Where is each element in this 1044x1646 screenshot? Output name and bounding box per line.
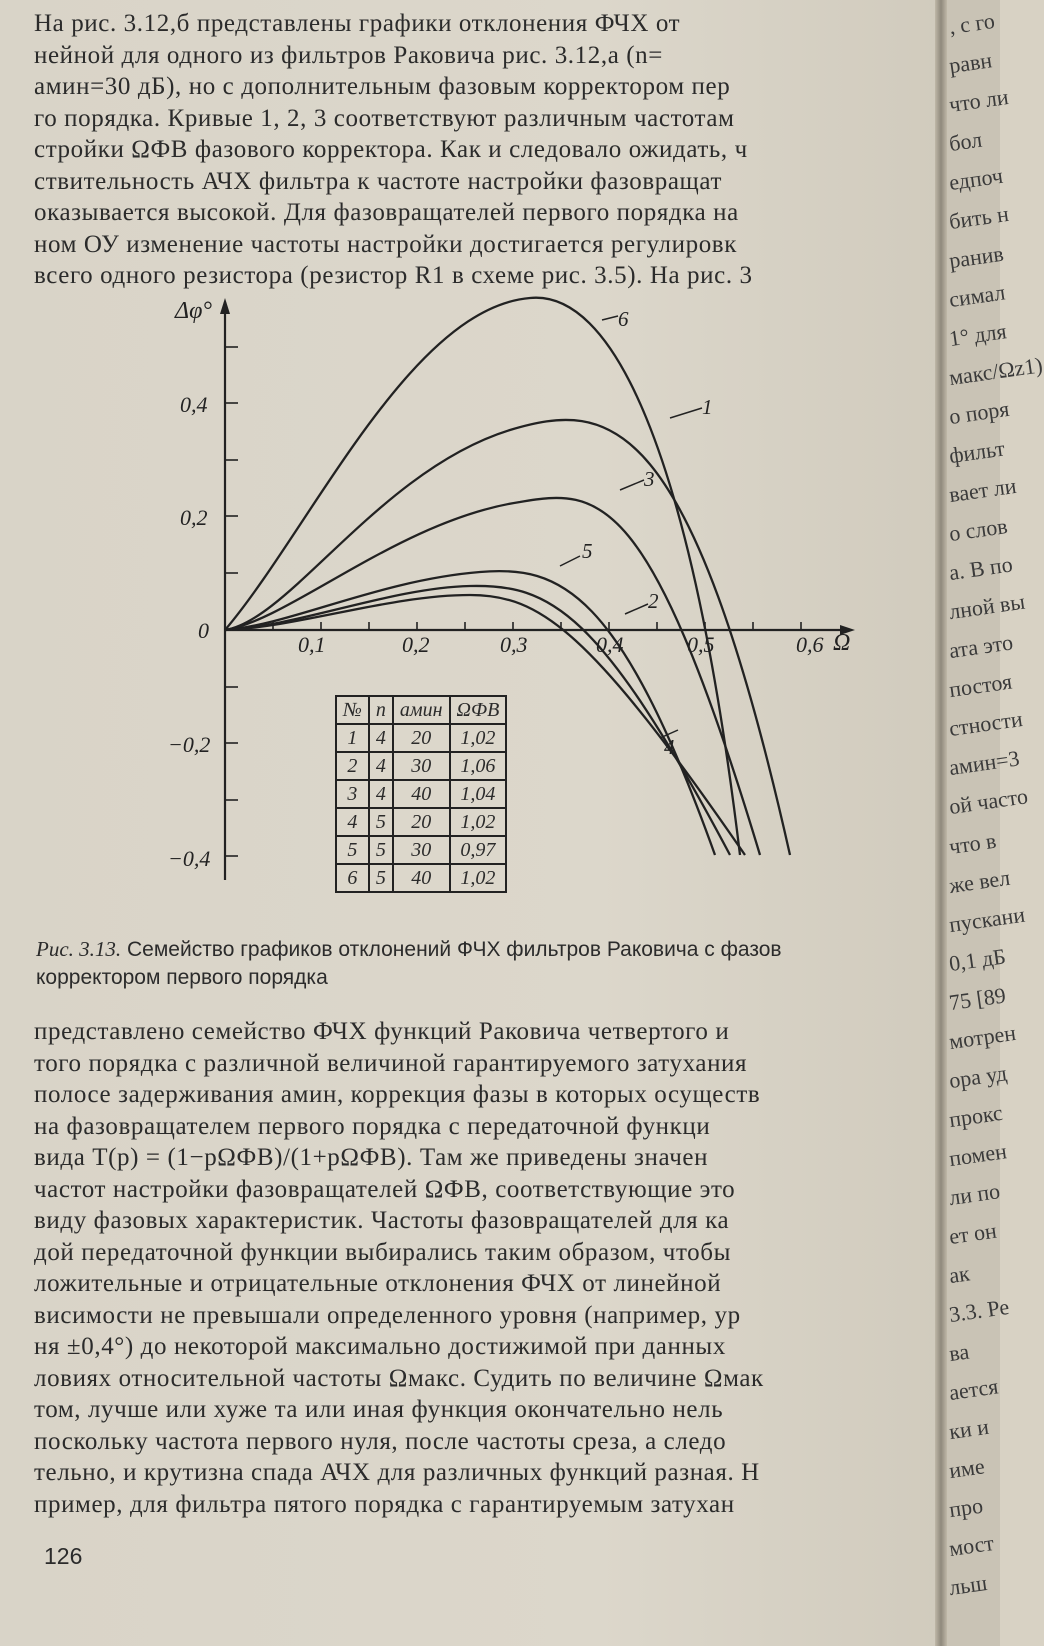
table-cell: 1 bbox=[336, 724, 369, 752]
adjacent-page-fragment: бить н bbox=[947, 201, 1011, 235]
caption-line-2: корректором первого порядка bbox=[36, 966, 328, 989]
text-line: ном ОУ изменение частоты настройки достигается регулировк bbox=[34, 230, 737, 258]
adjacent-page-fragment: име bbox=[947, 1453, 987, 1483]
text-line: го порядка. Кривые 1, 2, 3 соответствуют различным частотам bbox=[34, 104, 735, 132]
adjacent-page-fragment: постоя bbox=[947, 668, 1014, 703]
adjacent-page-fragment: ранив bbox=[947, 240, 1006, 274]
curves bbox=[225, 298, 790, 855]
table-cell: 2 bbox=[336, 752, 369, 780]
table-cell: 1,02 bbox=[450, 864, 507, 892]
adjacent-page-fragment: пускани bbox=[947, 901, 1027, 937]
x-tick-label: 0,2 bbox=[402, 632, 430, 657]
table-cell: 20 bbox=[393, 808, 450, 836]
adjacent-page-fragment: вает ли bbox=[947, 473, 1018, 508]
text-line: оказывается высокой. Для фазовращателей первого порядка на bbox=[34, 199, 739, 226]
text-line: всего одного резистора (резистор R1 в схеме рис. 3.5). На рис. 3 bbox=[34, 262, 753, 289]
x-ticks bbox=[273, 622, 801, 630]
adjacent-page-fragment: симал bbox=[947, 279, 1007, 313]
y-tick-label: 0,2 bbox=[180, 505, 208, 530]
x-tick-label: 0,1 bbox=[298, 632, 326, 657]
figure-phase-deviation bbox=[150, 290, 910, 930]
text-line: ня ±0,4°) до некоторой максимально достижимой при данных bbox=[34, 1333, 726, 1360]
table-cell: 30 bbox=[393, 836, 450, 864]
table-cell: 1,04 bbox=[450, 780, 507, 808]
page-number: 126 bbox=[44, 1543, 83, 1569]
curve-label-2: 2 bbox=[648, 589, 659, 613]
text-line: вида T(p) = (1−pΩФВ)/(1+pΩФВ). Там же приведены значен bbox=[34, 1144, 709, 1171]
table-cell: 5 bbox=[369, 808, 393, 836]
adjacent-page-fragment: про bbox=[947, 1492, 985, 1522]
figure-caption bbox=[36, 935, 936, 992]
text-line: нейной для одного из фильтров Раковича рис. 3.12,а (n= bbox=[34, 41, 663, 69]
curve-label-1: 1 bbox=[702, 395, 713, 419]
table-row bbox=[336, 724, 506, 752]
x-tick-label: 0,3 bbox=[500, 632, 528, 657]
caption-label: Рис. 3.13. bbox=[36, 937, 122, 961]
table-header: aмин bbox=[393, 696, 450, 724]
text-line: дой передаточной функции выбирались таким образом, чтобы bbox=[34, 1238, 731, 1266]
text-line: того порядка с различной величиной гарантируемого затухания bbox=[34, 1049, 748, 1077]
book-gutter bbox=[935, 0, 947, 1646]
table-cell: 0,97 bbox=[450, 836, 507, 864]
table-cell: 6 bbox=[336, 864, 369, 892]
table-cell: 30 bbox=[393, 752, 450, 780]
adjacent-page-fragment: фильт bbox=[947, 435, 1007, 469]
adjacent-page-fragment: 1° для bbox=[947, 318, 1008, 352]
table-cell: 1,06 bbox=[450, 752, 507, 780]
adjacent-page-fragment: льш bbox=[947, 1569, 989, 1601]
caption-line-1: Семейство графиков отклонений ФЧХ фильтров Раковича с фазов bbox=[127, 938, 782, 961]
adjacent-page-fragment: бол bbox=[947, 126, 984, 157]
adjacent-page-fragment: , с го bbox=[947, 7, 997, 40]
text-line: aмин=30 дБ), но с дополнительным фазовым корректором пер bbox=[34, 73, 731, 100]
text-line: висимости не превышали определенного уровня (например, ур bbox=[34, 1301, 741, 1329]
text-line: стройки ΩФВ фазового корректора. Как и следовало ожидать, ч bbox=[34, 136, 748, 163]
text-line: ложительные и отрицательные отклонения ФЧХ от линейной bbox=[34, 1270, 722, 1297]
adjacent-page-fragment: прокс bbox=[947, 1099, 1005, 1132]
table-cell: 40 bbox=[393, 780, 450, 808]
adjacent-page-fragment: ой часто bbox=[947, 783, 1030, 820]
table-cell: 1,02 bbox=[450, 724, 507, 752]
text-line: полосе задерживания aмин, коррекция фазы в которых осуществ bbox=[34, 1081, 761, 1108]
text-line: виду фазовых характеристик. Частоты фазовращателей для ка bbox=[34, 1207, 730, 1234]
adjacent-page-fragment: лной вы bbox=[947, 589, 1027, 625]
adjacent-page-fragment: ается bbox=[947, 1373, 1000, 1405]
adjacent-page-fragment: 75 [89 bbox=[947, 982, 1008, 1015]
adjacent-page-fragment: мотрен bbox=[947, 1019, 1018, 1054]
table-cell: 4 bbox=[369, 752, 393, 780]
table-cell: 5 bbox=[369, 864, 393, 892]
adjacent-page-fragment: что ли bbox=[947, 84, 1011, 118]
adjacent-page-edge bbox=[947, 0, 1044, 1646]
adjacent-page-fragment: aмин=3 bbox=[947, 745, 1021, 781]
adjacent-page-fragment: макс/Ωz1) bbox=[947, 352, 1044, 391]
table-cell: 4 bbox=[336, 808, 369, 836]
y-tick-label: 0,4 bbox=[180, 392, 208, 417]
y-tick-label: −0,4 bbox=[168, 846, 211, 871]
curve-label-6: 6 bbox=[618, 307, 629, 331]
adjacent-page-fragment: 3.3. Ре bbox=[947, 1293, 1011, 1327]
parameters-table bbox=[335, 695, 507, 893]
table-cell: 20 bbox=[393, 724, 450, 752]
adjacent-page-fragment: стности bbox=[947, 706, 1025, 742]
text-line: тельно, и крутизна спада АЧХ для различных функций разная. Н bbox=[34, 1459, 760, 1486]
x-axis-label: Ω bbox=[833, 630, 851, 656]
table-header: ΩФВ bbox=[450, 696, 507, 724]
table-row bbox=[336, 780, 506, 808]
adjacent-page-fragment: о поря bbox=[947, 396, 1011, 430]
paragraph-top bbox=[34, 8, 939, 292]
text-line: представлено семейство ФЧХ функций Раковича четвертого и bbox=[34, 1018, 730, 1045]
text-line: том, лучше или хуже та или иная функция окончательно нель bbox=[34, 1396, 724, 1423]
y-axis-arrow-icon bbox=[220, 298, 230, 314]
adjacent-page-fragment: а. В по bbox=[947, 551, 1015, 586]
table-cell: 5 bbox=[336, 836, 369, 864]
adjacent-page-fragment: ет он bbox=[947, 1217, 999, 1249]
text-line: пример, для фильтра пятого порядка с гарантируемым затухан bbox=[34, 1490, 735, 1518]
text-line: поскольку частота первого нуля, после частоты среза, а следо bbox=[34, 1427, 727, 1455]
table-cell: 5 bbox=[369, 836, 393, 864]
curve-label-4: 4 bbox=[664, 735, 675, 759]
text-line: ствительность АЧХ фильтра к частоте настройки фазовращат bbox=[34, 167, 722, 195]
adjacent-page-fragment: ва bbox=[947, 1338, 971, 1366]
table-cell: 40 bbox=[393, 864, 450, 892]
x-tick-label: 0,4 bbox=[596, 632, 624, 657]
figure-plot bbox=[150, 290, 910, 930]
y-ticks bbox=[225, 347, 238, 856]
table-row bbox=[336, 808, 506, 836]
adjacent-page-fragment: едпоч bbox=[947, 162, 1005, 196]
table-header: n bbox=[369, 696, 393, 724]
table-cell: 4 bbox=[369, 780, 393, 808]
text-line: ловиях относительной частоты Ωмакс. Судить по величине Ωмак bbox=[34, 1364, 764, 1392]
curve-label-5: 5 bbox=[582, 539, 593, 563]
table-header-row bbox=[336, 696, 506, 724]
y-axis-label: Δφ° bbox=[175, 298, 212, 324]
adjacent-page-fragment: помен bbox=[947, 1137, 1009, 1171]
adjacent-page-fragment: 0,1 дБ bbox=[947, 942, 1008, 976]
text-line: на фазовращателем первого порядка с передаточной функци bbox=[34, 1112, 711, 1140]
adjacent-page-fragment: ак bbox=[947, 1260, 972, 1288]
adjacent-page-fragment: ки и bbox=[947, 1413, 991, 1444]
table-cell: 4 bbox=[369, 724, 393, 752]
table-cell: 1,02 bbox=[450, 808, 507, 836]
table-cell: 3 bbox=[336, 780, 369, 808]
adjacent-page-fragment: ора уд bbox=[947, 1059, 1009, 1093]
table-header: № bbox=[336, 696, 369, 724]
x-tick-label: 0,6 bbox=[796, 632, 824, 657]
curve-label-3: 3 bbox=[644, 467, 655, 491]
table-row bbox=[336, 864, 506, 892]
paragraph-bottom bbox=[34, 1016, 939, 1520]
text-line: На рис. 3.12,б представлены графики отклонения ФЧХ от bbox=[34, 10, 681, 37]
adjacent-page-fragment: что в bbox=[947, 827, 998, 859]
y-tick-label: 0 bbox=[198, 618, 209, 643]
text-line: частот настройки фазовращателей ΩФВ, соответствующие это bbox=[34, 1175, 736, 1203]
table-row bbox=[336, 752, 506, 780]
adjacent-page-fragment: о слов bbox=[947, 513, 1010, 547]
adjacent-page-fragment: же вел bbox=[947, 864, 1012, 898]
adjacent-page-fragment: мост bbox=[947, 1529, 996, 1561]
adjacent-page-fragment: равн bbox=[947, 47, 994, 79]
x-tick-label: 0,5 bbox=[687, 632, 715, 657]
adjacent-page-fragment: ата это bbox=[947, 629, 1015, 664]
adjacent-page-fragment: ли по bbox=[947, 1177, 1002, 1210]
y-tick-label: −0,2 bbox=[168, 732, 211, 757]
table-row bbox=[336, 836, 506, 864]
